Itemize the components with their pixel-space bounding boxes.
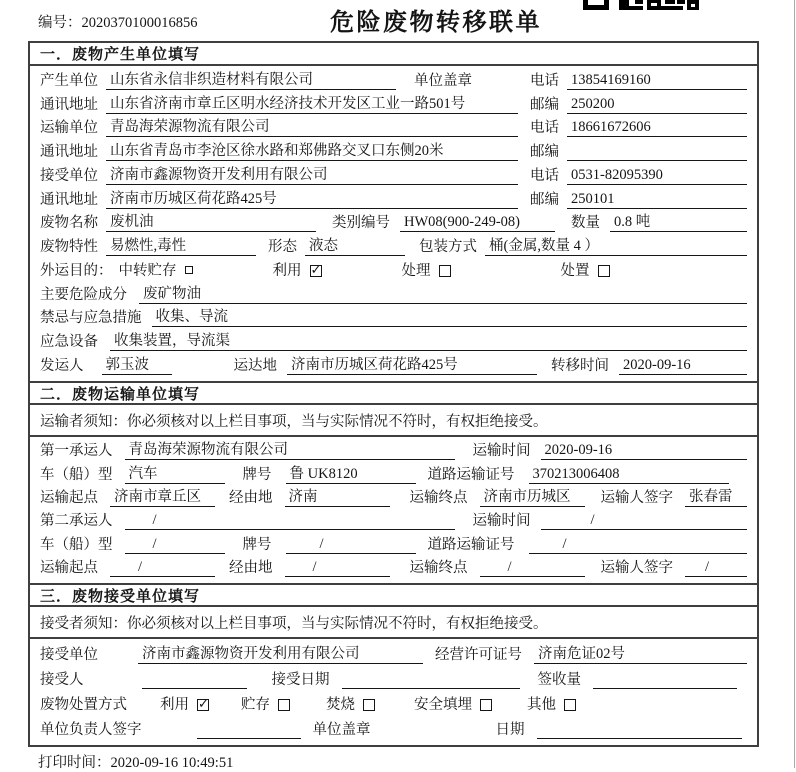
receiver-phone-label: 电话 — [530, 167, 559, 184]
waste-property-value: 易燃性,毒性 — [106, 238, 256, 256]
vehicle2-type-label: 车（船）型 — [40, 536, 113, 553]
receiver-address-label: 通讯地址 — [40, 191, 98, 208]
transporter-unit-row — [40, 117, 747, 141]
emergency-equipment-label: 应急设备 — [40, 334, 98, 351]
vehicle1-permit-label: 道路运输证号 — [427, 466, 515, 483]
receiver-notice: 接受者须知：你必须核对以上栏目事项，当与实际情况不符时，有权拒绝接受。 — [30, 607, 757, 639]
receiver-zip-value: 250101 — [567, 191, 747, 209]
waste-form-value: 液态 — [305, 238, 405, 256]
print-time — [38, 751, 233, 772]
qr-code-fragment — [583, 0, 703, 11]
producer-address-label: 通讯地址 — [40, 96, 98, 113]
disposal-use-checkbox — [197, 699, 209, 711]
carrier2-row — [40, 510, 747, 533]
destination-value: 济南市历城区荷花路425号 — [287, 357, 537, 375]
packing-label: 包装方式 — [419, 239, 477, 256]
receiver-unit-value: 济南市鑫源物资开发利用有限公司 — [106, 167, 518, 185]
disposal-store-label: 贮存 — [241, 697, 270, 713]
route1-sign-value: 张春雷 — [685, 489, 747, 507]
emergency-equipment-value: 收集装置，导流渠 — [110, 333, 747, 351]
carrier1-row — [40, 440, 747, 463]
vehicle2-type-value: / — [125, 536, 225, 554]
transporter-zip-value — [567, 144, 747, 161]
waste-property-label: 废物特性 — [40, 239, 98, 256]
disposal-landfill-checkbox — [480, 699, 492, 711]
unit-seal-label: 单位盖章 — [414, 72, 472, 89]
section1-header: 一．废物产生单位填写 — [30, 43, 757, 66]
waste-category-value: HW08(900-249-08) — [400, 214, 555, 232]
waste-quantity-value: 0.8 吨 — [610, 214, 747, 232]
purpose-row — [40, 259, 747, 283]
vehicle1-type-value: 汽车 — [125, 466, 225, 484]
hazard-component-row — [40, 283, 747, 307]
disposal-store-checkbox — [278, 699, 290, 711]
waste-name-value: 废机油 — [106, 214, 316, 232]
route1-end-value: 济南市历城区 — [480, 489, 585, 507]
section2-body — [30, 437, 757, 583]
transporter-notice: 运输者须知：你必须核对以上栏目事项，当与实际情况不符时，有权拒绝接受。 — [30, 405, 757, 437]
disposal-use-label: 利用 — [160, 697, 189, 713]
vehicle2-plate-label: 牌号 — [242, 536, 272, 553]
vehicle1-plate-value: 鲁 UK8120 — [286, 466, 416, 484]
transfer-time-label: 转移时间 — [551, 357, 609, 374]
receive-person-label: 接受人 — [40, 672, 84, 688]
disposal-option-other — [527, 697, 576, 714]
disposal-other-label: 其他 — [527, 697, 556, 713]
producer-address-value: 山东省济南市章丘区明水经济技术开发区工业一路501号 — [106, 96, 518, 114]
route1-start-value: 济南市章丘区 — [110, 489, 215, 507]
purpose-transfer-checkbox — [185, 266, 193, 274]
transfer-time-value: 2020-09-16 — [619, 357, 747, 375]
disposal-burn-label: 焚烧 — [326, 697, 355, 713]
section1-body — [30, 66, 757, 381]
purpose-label: 外运目的： — [40, 262, 113, 279]
license-label: 经营许可证号 — [435, 647, 522, 663]
receive-unit-row — [40, 642, 747, 667]
route1-row — [40, 487, 747, 510]
vehicle2-permit-label: 道路运输证号 — [427, 536, 515, 553]
purpose-dispose-checkbox — [598, 265, 610, 277]
vehicle2-plate-value: / — [286, 536, 416, 554]
signed-quantity-value — [593, 672, 737, 689]
disposal-burn-checkbox — [363, 699, 375, 711]
vehicle2-row — [40, 533, 747, 556]
purpose-option-transfer — [119, 263, 193, 280]
disposal-other-checkbox — [564, 699, 576, 711]
emergency-measures-value: 收集、导流 — [152, 309, 748, 327]
purpose-treat-label: 处理 — [401, 262, 431, 279]
responsible-signature-value — [197, 722, 301, 739]
receive-date-value — [342, 672, 520, 689]
license-value: 济南危证02号 — [534, 646, 747, 664]
route2-start-value: / — [110, 559, 215, 577]
receive-unit-value: 济南市鑫源物资开发利用有限公司 — [138, 646, 423, 664]
route2-start-label: 运输起点 — [40, 559, 98, 576]
print-time-value: 2020-09-16 10:49:51 — [110, 755, 234, 771]
print-time-label: 打印时间： — [38, 755, 111, 771]
carrier1-value: 青岛海荣源物流有限公司 — [125, 442, 455, 460]
receiver-phone-value: 0531-82095390 — [567, 167, 747, 185]
carrier1-label: 第一承运人 — [40, 443, 113, 460]
receive-unit-label: 接受单位 — [40, 647, 98, 663]
section3-header: 三．废物接受单位填写 — [30, 583, 757, 607]
receiver-unit-label: 接受单位 — [40, 167, 98, 184]
responsible-signature-label: 单位负责人签字 — [40, 722, 142, 738]
unit-seal2-label: 单位盖章 — [312, 722, 371, 738]
vehicle1-row — [40, 463, 747, 486]
purpose-transfer-label: 中转贮存 — [118, 262, 177, 279]
transporter-unit-label: 运输单位 — [40, 120, 98, 137]
receiver-zip-label: 邮编 — [530, 191, 559, 208]
purpose-treat-checkbox — [439, 265, 451, 277]
disposal-method-row — [40, 692, 747, 717]
waste-category-label: 类别编号 — [332, 215, 390, 232]
sign-date-value — [537, 722, 743, 739]
transporter-phone-label: 电话 — [530, 120, 559, 137]
serial-number — [38, 11, 198, 32]
destination-label: 运达地 — [233, 357, 277, 374]
disposal-method-label: 废物处置方式 — [40, 697, 127, 713]
disposal-option-store — [241, 697, 290, 714]
carrier2-label: 第二承运人 — [40, 513, 113, 530]
waste-quantity-label: 数量 — [571, 215, 600, 232]
sign-date-label: 日期 — [495, 722, 525, 738]
carrier2-time-value: / — [541, 512, 748, 530]
section3-body — [30, 639, 757, 745]
carrier1-time-label: 运输时间 — [472, 443, 531, 460]
transporter-address-value: 山东省青岛市李沧区徐水路和郑佛路交叉口东侧20米 — [106, 143, 518, 161]
page-title: 危险废物转移联单 — [330, 9, 542, 36]
shipper-row — [40, 354, 747, 378]
carrier2-value: / — [125, 512, 455, 530]
transporter-zip-label: 邮编 — [530, 144, 559, 161]
purpose-use-label: 利用 — [272, 262, 302, 279]
receive-person-value — [142, 672, 247, 689]
receive-person-row — [40, 667, 747, 692]
serial-label: 编号： — [38, 15, 82, 31]
vehicle2-permit-value: / — [529, 536, 748, 554]
window-right-edge — [794, 0, 795, 768]
hazard-component-label: 主要危险成分 — [40, 286, 127, 303]
carrier1-time-value: 2020-09-16 — [541, 442, 748, 460]
producer-unit-label: 产生单位 — [40, 72, 98, 89]
receiver-address-value: 济南市历城区荷花路425号 — [106, 191, 518, 209]
route1-via-value: 济南 — [285, 489, 390, 507]
route2-sign-value: / — [685, 559, 747, 577]
route1-via-label: 经由地 — [229, 489, 273, 506]
producer-address-row — [40, 93, 747, 117]
serial-value: 2020370100016856 — [81, 15, 198, 31]
disposal-option-landfill — [414, 697, 492, 714]
producer-phone-label: 电话 — [530, 72, 559, 89]
waste-name-row — [40, 212, 747, 236]
producer-zip-value: 250200 — [567, 96, 747, 114]
disposal-landfill-label: 安全填埋 — [414, 697, 472, 713]
route2-sign-label: 运输人签字 — [600, 559, 673, 576]
waste-name-label: 废物名称 — [40, 215, 98, 232]
shipper-label: 发运人 — [40, 357, 84, 374]
carrier2-time-label: 运输时间 — [472, 513, 531, 530]
producer-unit-row — [40, 69, 747, 93]
route2-via-value: / — [285, 559, 390, 577]
route1-start-label: 运输起点 — [40, 489, 98, 506]
producer-zip-label: 邮编 — [530, 96, 559, 113]
emergency-measures-row — [40, 307, 747, 331]
purpose-use-checkbox — [310, 265, 322, 277]
purpose-option-use — [273, 263, 322, 280]
signed-quantity-label: 签收量 — [537, 672, 581, 688]
producer-unit-value: 山东省永信非织造材料有限公司 — [106, 72, 396, 90]
waste-property-row — [40, 235, 747, 259]
transporter-address-label: 通讯地址 — [40, 144, 98, 161]
packing-value: 桶(金属,数量 4 ） — [485, 238, 747, 256]
waste-form-label: 形态 — [268, 239, 297, 256]
route2-end-value: / — [480, 559, 585, 577]
emergency-measures-label: 禁忌与应急措施 — [40, 310, 142, 327]
emergency-equipment-row — [40, 330, 747, 354]
vehicle1-type-label: 车（船）型 — [40, 466, 113, 483]
route2-row — [40, 557, 747, 580]
transporter-address-row — [40, 140, 747, 164]
responsible-signature-row — [40, 717, 747, 742]
vehicle1-plate-label: 牌号 — [242, 466, 272, 483]
route2-via-label: 经由地 — [229, 559, 273, 576]
disposal-option-use — [160, 697, 209, 714]
producer-phone-value: 13854169160 — [567, 72, 747, 90]
purpose-dispose-label: 处置 — [560, 262, 590, 279]
hazard-component-value: 废矿物油 — [139, 286, 747, 304]
route1-sign-label: 运输人签字 — [600, 489, 673, 506]
route1-end-label: 运输终点 — [409, 489, 468, 506]
receiver-unit-row — [40, 164, 747, 188]
purpose-option-treat — [402, 263, 451, 280]
purpose-option-dispose — [561, 263, 610, 280]
route2-end-label: 运输终点 — [409, 559, 468, 576]
transporter-phone-value: 18661672606 — [567, 119, 747, 137]
vehicle1-permit-value: 370213006408 — [529, 466, 730, 484]
transfer-form — [28, 41, 759, 747]
shipper-value: 郭玉波 — [102, 357, 172, 375]
receive-date-label: 接受日期 — [271, 672, 330, 688]
section2-header: 二．废物运输单位填写 — [30, 381, 757, 405]
disposal-option-burn — [326, 697, 375, 714]
receiver-address-row — [40, 188, 747, 212]
transporter-unit-value: 青岛海荣源物流有限公司 — [106, 119, 518, 137]
